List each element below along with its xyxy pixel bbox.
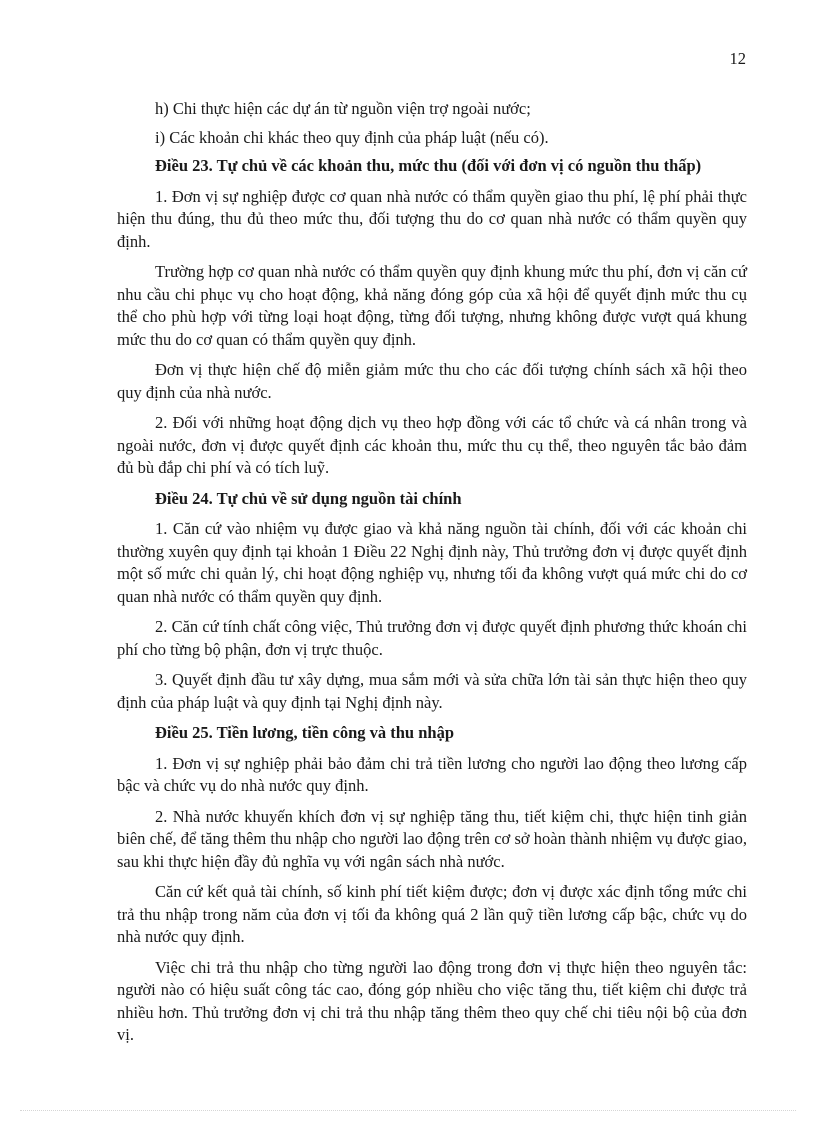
article-23-heading: Điều 23. Tự chủ về các khoản thu, mức thu (đối với đơn vị có nguồn thu thấp) — [155, 156, 702, 175]
clause-i: i) Các khoản chi khác theo quy định của pháp luật (nếu có). — [155, 127, 549, 147]
article-24-para-1: 1. Căn cứ vào nhiệm vụ được giao và khả năng nguồn tài chính, đối với các khoản chi thường xuyên quy định tại khoản 1 Điều 22 Nghị định này, Thủ trưởng đơn vị được quyết định một số mức chi quản lý, chi hoạt động nghiệp vụ, nhưng tối đa không vượt quá mức chi do cơ quan nhà nước có thẩm quyền quy định. — [117, 519, 747, 606]
article-24-heading: Điều 24. Tự chủ về sử dụng nguồn tài chính — [155, 488, 462, 508]
article-24-para-3: 3. Quyết định đầu tư xây dựng, mua sắm mới và sửa chữa lớn tài sản thực hiện theo quy định của pháp luật và quy định tại Nghị định này. — [117, 670, 747, 712]
article-25-para-3: Căn cứ kết quả tài chính, số kinh phí tiết kiệm được; đơn vị được xác định tổng mức chi trả thu nhập trong năm của đơn vị tối đa không quá 2 lần quỹ tiền lương cấp bậc, chức vụ do nhà nước quy định. — [117, 882, 747, 946]
page-number: 12 — [729, 49, 746, 68]
article-23-para-1: 1. Đơn vị sự nghiệp được cơ quan nhà nước có thẩm quyền giao thu phí, lệ phí phải thực hiện thu đúng, thu đủ theo mức thu, đối tượng thu do cơ quan nhà nước có thẩm quyền quy định. — [117, 186, 747, 251]
article-23-para-2: Trường hợp cơ quan nhà nước có thẩm quyền quy định khung mức thu phí, đơn vị căn cứ nhu cầu chi phục vụ cho hoạt động, khả năng đóng góp của xã hội để quyết định mức thu cụ thể cho phù hợp với từng loại hoạt động, từng đối tượng, nhưng không được vượt quá khung mức thu do cơ quan có thẩm quyền quy định. — [117, 262, 747, 349]
article-25-para-4: Việc chi trả thu nhập cho từng người lao động trong đơn vị thực hiện theo nguyên tắc: người nào có hiệu suất công tác cao, đóng góp nhiều cho việc tăng thu, tiết kiệm chi được trả nhiều hơn. Thủ trưởng đơn vị chi trả thu nhập tăng thêm theo quy chế chi tiêu nội bộ của đơn vị. — [117, 957, 747, 1044]
clause-h: h) Chi thực hiện các dự án từ nguồn viện trợ ngoài nước; — [155, 99, 531, 118]
article-23-para-4: 2. Đối với những hoạt động dịch vụ theo hợp đồng với các tổ chức và cá nhân trong và ngoài nước, đơn vị được quyết định các khoản thu, mức thu cụ thể, theo nguyên tắc bảo đảm đủ bù đắp chi phí và có tích luỹ. — [117, 413, 747, 477]
document-body — [117, 98, 747, 1055]
article-25-para-1: 1. Đơn vị sự nghiệp phải bảo đảm chi trả tiền lương cho người lao động theo lương cấp bậc và chức vụ do nhà nước quy định. — [117, 753, 747, 795]
article-23-para-3: Đơn vị thực hiện chế độ miễn giảm mức thu cho các đối tượng chính sách xã hội theo quy định của nhà nước. — [117, 360, 747, 402]
page-bottom-divider — [20, 1110, 796, 1111]
article-25-heading: Điều 25. Tiền lương, tiền công và thu nhập — [155, 723, 454, 742]
article-25-para-2: 2. Nhà nước khuyến khích đơn vị sự nghiệp tăng thu, tiết kiệm chi, thực hiện tinh giản biên chế, để tăng thêm thu nhập cho người lao động trên cơ sở hoàn thành nhiệm vụ được giao, sau khi thực hiện đầy đủ nghĩa vụ với ngân sách nhà nước. — [117, 806, 747, 871]
article-24-para-2: 2. Căn cứ tính chất công việc, Thủ trưởng đơn vị được quyết định phương thức khoán chi phí cho từng bộ phận, đơn vị trực thuộc. — [117, 617, 747, 659]
